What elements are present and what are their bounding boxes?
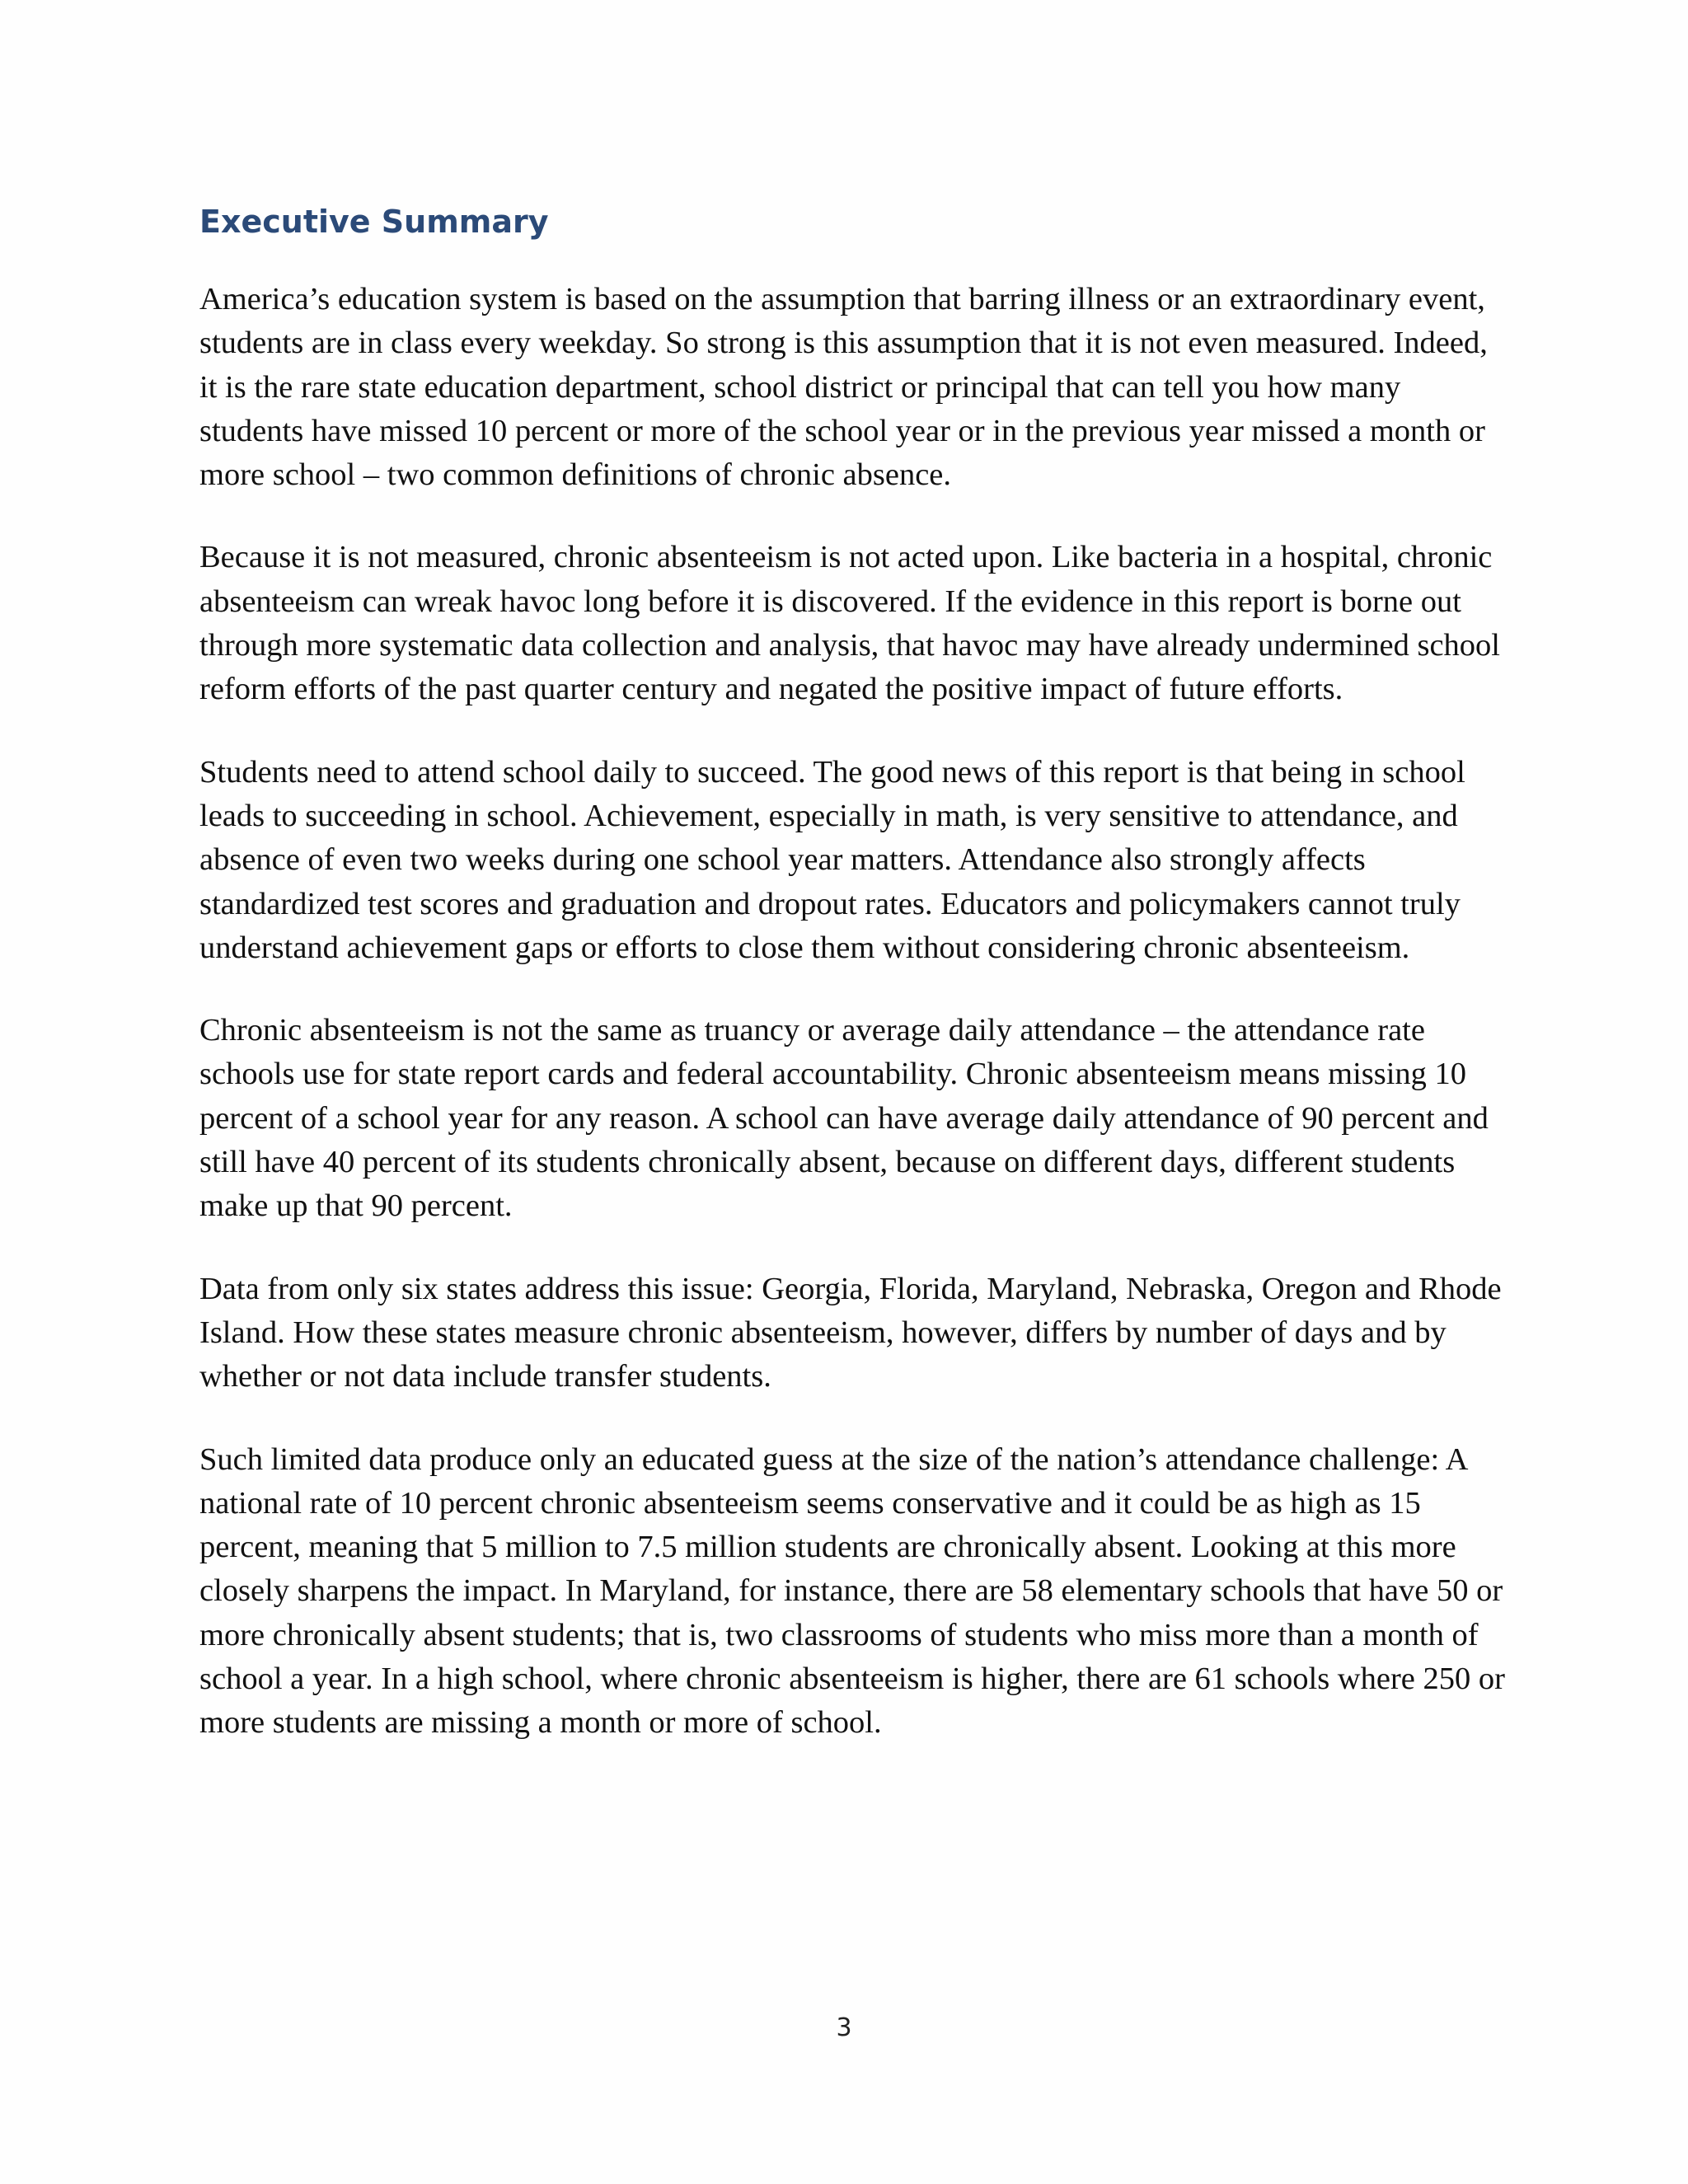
paragraph-6: Such limited data produce only an educated guess at the size of the nation’s attendance challenge: A national rate of 10 percent chronic absenteeism seems conservative and it could be as high as 15 percent, meaning that 5 million to 7.5 million students are chronically absent. Looking at this more closely sharpens the impact. In Maryland, for instance, there are 58 elementary schools that have 50 or more chronically absent students; that is, two classrooms of students who miss more than a month of school a year. In a high school, where chronic absenteeism is higher, there are 61 schools where 250 or more students are missing a month or more of school.	[199, 1441, 1505, 1741]
paragraph-1: America’s education system is based on the assumption that barring illness or an extraordinary event, students are in class every weekday. So strong is this assumption that it is not even measured. Indeed, it is the rare state education department, school district or principal that can tell you how many students have missed 10 percent or more of the school year or in the previous year missed a month or more school – two common definitions of chronic absence.	[199, 282, 1488, 493]
paragraph-4: Chronic absenteeism is not the same as truancy or average daily attendance – the attendance rate schools use for state report cards and federal accountability. Chronic absenteeism means missing 10 percent of a school year for any reason. A school can have average daily attendance of 90 percent and still have 40 percent of its students chronically absent, because on different days, different students make up that 90 percent.	[199, 1013, 1489, 1224]
paragraph-5: Data from only six states address this issue: Georgia, Florida, Maryland, Nebraska, Oregon and Rhode Island. How these states measure chronic absenteeism, however, differs by number of days and by whether or not data include transfer students.	[199, 1271, 1502, 1394]
paragraph-2: Because it is not measured, chronic absenteeism is not acted upon. Like bacteria in a hospital, chronic absenteeism can wreak havoc long before it is discovered. If the evidence in this report is borne out through more systematic data collection and analysis, that havoc may have already undermined school reform efforts of the past quarter century and negated the positive impact of future efforts.	[199, 540, 1500, 707]
page-number: 3	[836, 2013, 852, 2042]
section-heading: Executive Summary	[199, 204, 549, 240]
paragraph-3: Students need to attend school daily to succeed. The good news of this report is that being in school leads to succeeding in school. Achievement, especially in math, is very sensitive to attendance, and absence of even two weeks during one school year matters. Attendance also strongly affects standardized test scores and graduation and dropout rates. Educators and policymakers cannot truly understand achievement gaps or efforts to close them without considering chronic absenteeism.	[199, 754, 1465, 965]
page-content	[199, 194, 1506, 1784]
